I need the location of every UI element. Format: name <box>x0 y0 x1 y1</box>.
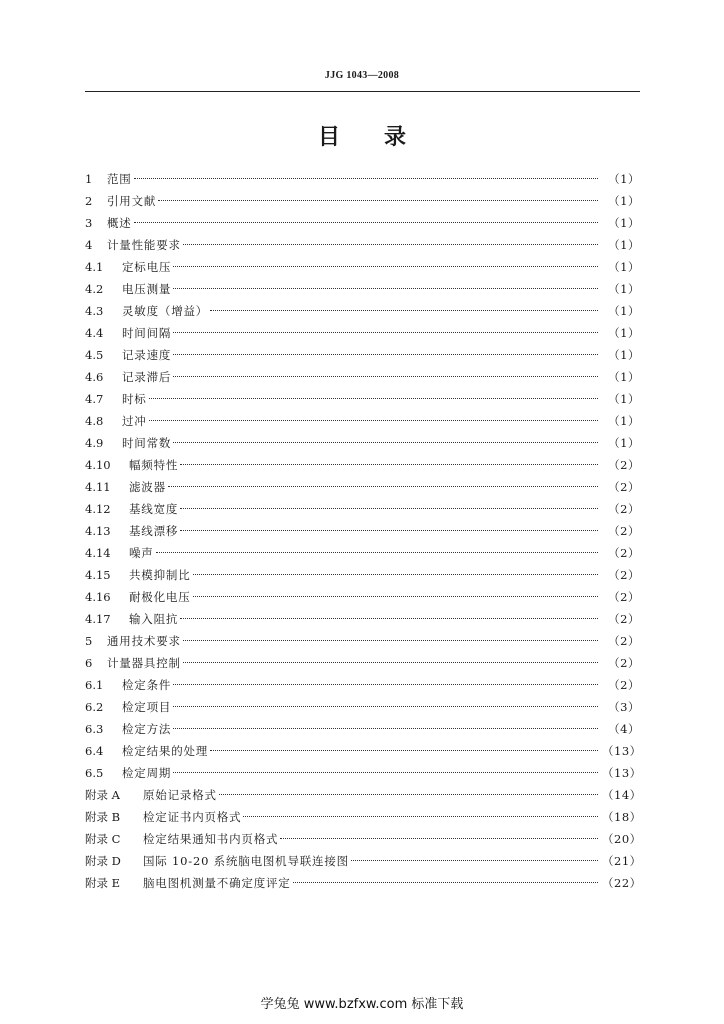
dot-leader <box>193 596 599 597</box>
toc-entry-page: （1） <box>608 260 640 274</box>
toc-entry-label: 定标电压 <box>122 260 172 274</box>
toc-entry[interactable] <box>85 366 640 388</box>
toc-entry[interactable] <box>85 168 640 190</box>
toc-entry-page: （21） <box>602 854 642 868</box>
dot-leader <box>219 794 598 795</box>
toc-entry-label: 检定证书内页格式 <box>143 810 242 824</box>
dot-leader <box>156 552 598 553</box>
toc-entry-number: 附录 C <box>85 832 121 846</box>
toc-entry-page: （1） <box>608 238 640 252</box>
toc-entry-page: （2） <box>608 590 640 604</box>
toc-entry-number: 4.8 <box>85 414 104 428</box>
toc-entry[interactable] <box>85 256 640 278</box>
dot-leader <box>173 332 598 333</box>
dot-leader <box>134 178 598 179</box>
toc-entry-page: （4） <box>608 722 640 736</box>
toc-entry-page: （1） <box>608 172 640 186</box>
toc-entry-page: （2） <box>608 480 640 494</box>
dot-leader <box>173 442 598 443</box>
dot-leader <box>180 618 598 619</box>
toc-entry-number: 4.2 <box>85 282 104 296</box>
toc-entry-label: 滤波器 <box>129 480 166 494</box>
toc-entry-number: 4.11 <box>85 480 111 494</box>
toc-entry-label: 记录速度 <box>122 348 172 362</box>
dot-leader <box>173 684 598 685</box>
toc-entry[interactable] <box>85 388 640 410</box>
toc-entry-number: 6.2 <box>85 700 104 714</box>
toc-entry-number: 4.15 <box>85 568 111 582</box>
toc-entry[interactable] <box>85 674 640 696</box>
toc-entry-page: （1） <box>608 348 640 362</box>
toc-entry-number: 4.13 <box>85 524 111 538</box>
toc-entry-page: （2） <box>608 612 640 626</box>
toc-entry-page: （1） <box>608 370 640 384</box>
toc-entry-number: 附录 D <box>85 854 121 868</box>
toc-entry-number: 4.5 <box>85 348 104 362</box>
toc-entry[interactable] <box>85 190 640 212</box>
toc-entry-label: 时间间隔 <box>122 326 172 340</box>
toc-entry-number: 4 <box>85 238 93 252</box>
toc-entry-number: 附录 A <box>85 788 120 802</box>
toc-entry[interactable] <box>85 410 640 432</box>
toc-entry[interactable] <box>85 696 640 718</box>
toc-entry[interactable] <box>85 432 640 454</box>
toc-entry-label: 概述 <box>107 216 132 230</box>
toc-entry[interactable] <box>85 498 640 520</box>
toc-entry-number: 4.10 <box>85 458 111 472</box>
dot-leader <box>193 574 599 575</box>
toc-entry[interactable] <box>85 520 640 542</box>
toc-entry[interactable] <box>85 234 640 256</box>
toc-entry-number: 6.5 <box>85 766 104 780</box>
toc-entry[interactable] <box>85 476 640 498</box>
toc-entry[interactable] <box>85 828 640 850</box>
dot-leader <box>183 244 598 245</box>
toc-entry-number: 6.3 <box>85 722 104 736</box>
toc-entry-label: 电压测量 <box>122 282 172 296</box>
toc-entry-page: （1） <box>608 414 640 428</box>
toc-entry-label: 检定结果通知书内页格式 <box>143 832 279 846</box>
toc-entry-number: 5 <box>85 634 93 648</box>
standard-code: JJG 1043—2008 <box>324 70 400 81</box>
toc-entry[interactable] <box>85 608 640 630</box>
toc-entry[interactable] <box>85 564 640 586</box>
toc-entry[interactable] <box>85 300 640 322</box>
toc-entry-label: 计量器具控制 <box>107 656 181 670</box>
dot-leader <box>243 816 598 817</box>
toc-entry-page: （13） <box>602 744 642 758</box>
toc-entry[interactable] <box>85 586 640 608</box>
dot-leader <box>149 420 598 421</box>
toc-entry-label: 计量性能要求 <box>107 238 181 252</box>
toc-entry-label: 时标 <box>122 392 147 406</box>
dot-leader <box>280 838 598 839</box>
dot-leader <box>173 288 598 289</box>
toc-entry-number: 6.1 <box>85 678 104 692</box>
toc-entry-label: 过冲 <box>122 414 147 428</box>
toc-entry[interactable] <box>85 652 640 674</box>
toc-entry-page: （2） <box>608 568 640 582</box>
toc-entry-number: 附录 B <box>85 810 121 824</box>
toc-entry-label: 时间常数 <box>122 436 172 450</box>
toc-entry-page: （22） <box>602 876 642 890</box>
toc-entry-page: （2） <box>608 678 640 692</box>
dot-leader <box>183 640 598 641</box>
toc-entry-label: 检定方法 <box>122 722 172 736</box>
dot-leader <box>173 354 598 355</box>
toc-entry-number: 3 <box>85 216 93 230</box>
dot-leader <box>173 266 598 267</box>
dot-leader <box>173 376 598 377</box>
dot-leader <box>173 728 598 729</box>
dot-leader <box>134 222 598 223</box>
toc-entry-page: （1） <box>608 436 640 450</box>
header-divider <box>85 91 640 92</box>
toc-entry-label: 引用文献 <box>107 194 157 208</box>
toc-entry-page: （2） <box>608 524 640 538</box>
toc-entry-page: （1） <box>608 392 640 406</box>
toc-entry-number: 4.9 <box>85 436 104 450</box>
toc-entry[interactable] <box>85 762 640 784</box>
toc-entry-label: 输入阻抗 <box>129 612 179 626</box>
toc-entry-number: 4.17 <box>85 612 111 626</box>
toc-entry-page: （2） <box>608 634 640 648</box>
toc-entry-number: 1 <box>85 172 93 186</box>
toc-entry-page: （18） <box>602 810 642 824</box>
dot-leader <box>183 662 598 663</box>
toc-entry[interactable] <box>85 212 640 234</box>
toc-entry-page: （3） <box>608 700 640 714</box>
dot-leader <box>173 706 598 707</box>
dot-leader <box>149 398 598 399</box>
toc-entry[interactable] <box>85 454 640 476</box>
toc-entry-label: 记录滞后 <box>122 370 172 384</box>
toc-entry-page: （1） <box>608 282 640 296</box>
toc-entry[interactable] <box>85 278 640 300</box>
toc-entry[interactable] <box>85 718 640 740</box>
toc-entry-page: （1） <box>608 326 640 340</box>
toc-entry-label: 基线宽度 <box>129 502 179 516</box>
dot-leader <box>210 750 598 751</box>
toc-entry-label: 检定项目 <box>122 700 172 714</box>
toc-entry-label: 检定条件 <box>122 678 172 692</box>
toc-entry[interactable] <box>85 806 640 828</box>
toc-entry-label: 灵敏度（增益） <box>122 304 209 318</box>
toc-entry[interactable] <box>85 872 640 894</box>
dot-leader <box>180 464 598 465</box>
toc-entry-page: （1） <box>608 304 640 318</box>
toc-entry-label: 国际 10-20 系统脑电图机导联连接图 <box>143 854 349 868</box>
toc-entry-number: 6 <box>85 656 93 670</box>
footer-watermark: 学兔兔 www.bzfxw.com 标准下载 <box>260 997 464 1012</box>
toc-entry-page: （1） <box>608 194 640 208</box>
toc-entry-page: （1） <box>608 216 640 230</box>
toc-entry-page: （14） <box>602 788 642 802</box>
toc-entry-number: 4.1 <box>85 260 104 274</box>
toc-entry-label: 通用技术要求 <box>107 634 181 648</box>
toc-entry-page: （2） <box>608 458 640 472</box>
toc-entry-label: 噪声 <box>129 546 154 560</box>
dot-leader <box>180 508 598 509</box>
dot-leader <box>180 530 598 531</box>
dot-leader <box>158 200 598 201</box>
toc-entry-number: 4.12 <box>85 502 111 516</box>
toc-entry-label: 幅频特性 <box>129 458 179 472</box>
toc-entry-page: （13） <box>602 766 642 780</box>
dot-leader <box>293 882 598 883</box>
toc-entry-label: 耐极化电压 <box>129 590 191 604</box>
page-title: 目录 <box>317 125 450 150</box>
toc-entry-number: 4.14 <box>85 546 111 560</box>
toc-entry[interactable] <box>85 630 640 652</box>
toc-entry[interactable] <box>85 344 640 366</box>
toc-entry-number: 4.16 <box>85 590 111 604</box>
toc-entry-label: 脑电图机测量不确定度评定 <box>143 876 291 890</box>
toc-entry[interactable] <box>85 740 640 762</box>
dot-leader <box>351 860 598 861</box>
toc-entry[interactable] <box>85 542 640 564</box>
dot-leader <box>210 310 598 311</box>
toc-entry-label: 范围 <box>107 172 132 186</box>
dot-leader <box>168 486 598 487</box>
toc-entry[interactable] <box>85 850 640 872</box>
toc-entry-page: （20） <box>602 832 642 846</box>
toc-entry-label: 共模抑制比 <box>129 568 191 582</box>
toc-entry-number: 2 <box>85 194 93 208</box>
toc-entry-number: 4.4 <box>85 326 104 340</box>
toc-entry-number: 4.3 <box>85 304 104 318</box>
toc-entry-label: 基线漂移 <box>129 524 179 538</box>
toc-entry-number: 4.7 <box>85 392 104 406</box>
toc-entry-page: （2） <box>608 656 640 670</box>
toc-entry-page: （2） <box>608 546 640 560</box>
table-of-contents <box>85 168 640 894</box>
toc-entry[interactable] <box>85 322 640 344</box>
toc-entry-number: 4.6 <box>85 370 104 384</box>
toc-entry-label: 检定周期 <box>122 766 172 780</box>
toc-entry-label: 原始记录格式 <box>143 788 217 802</box>
dot-leader <box>173 772 598 773</box>
toc-entry-number: 附录 E <box>85 876 121 890</box>
toc-entry-page: （2） <box>608 502 640 516</box>
toc-entry-label: 检定结果的处理 <box>122 744 209 758</box>
toc-entry-number: 6.4 <box>85 744 104 758</box>
toc-entry[interactable] <box>85 784 640 806</box>
